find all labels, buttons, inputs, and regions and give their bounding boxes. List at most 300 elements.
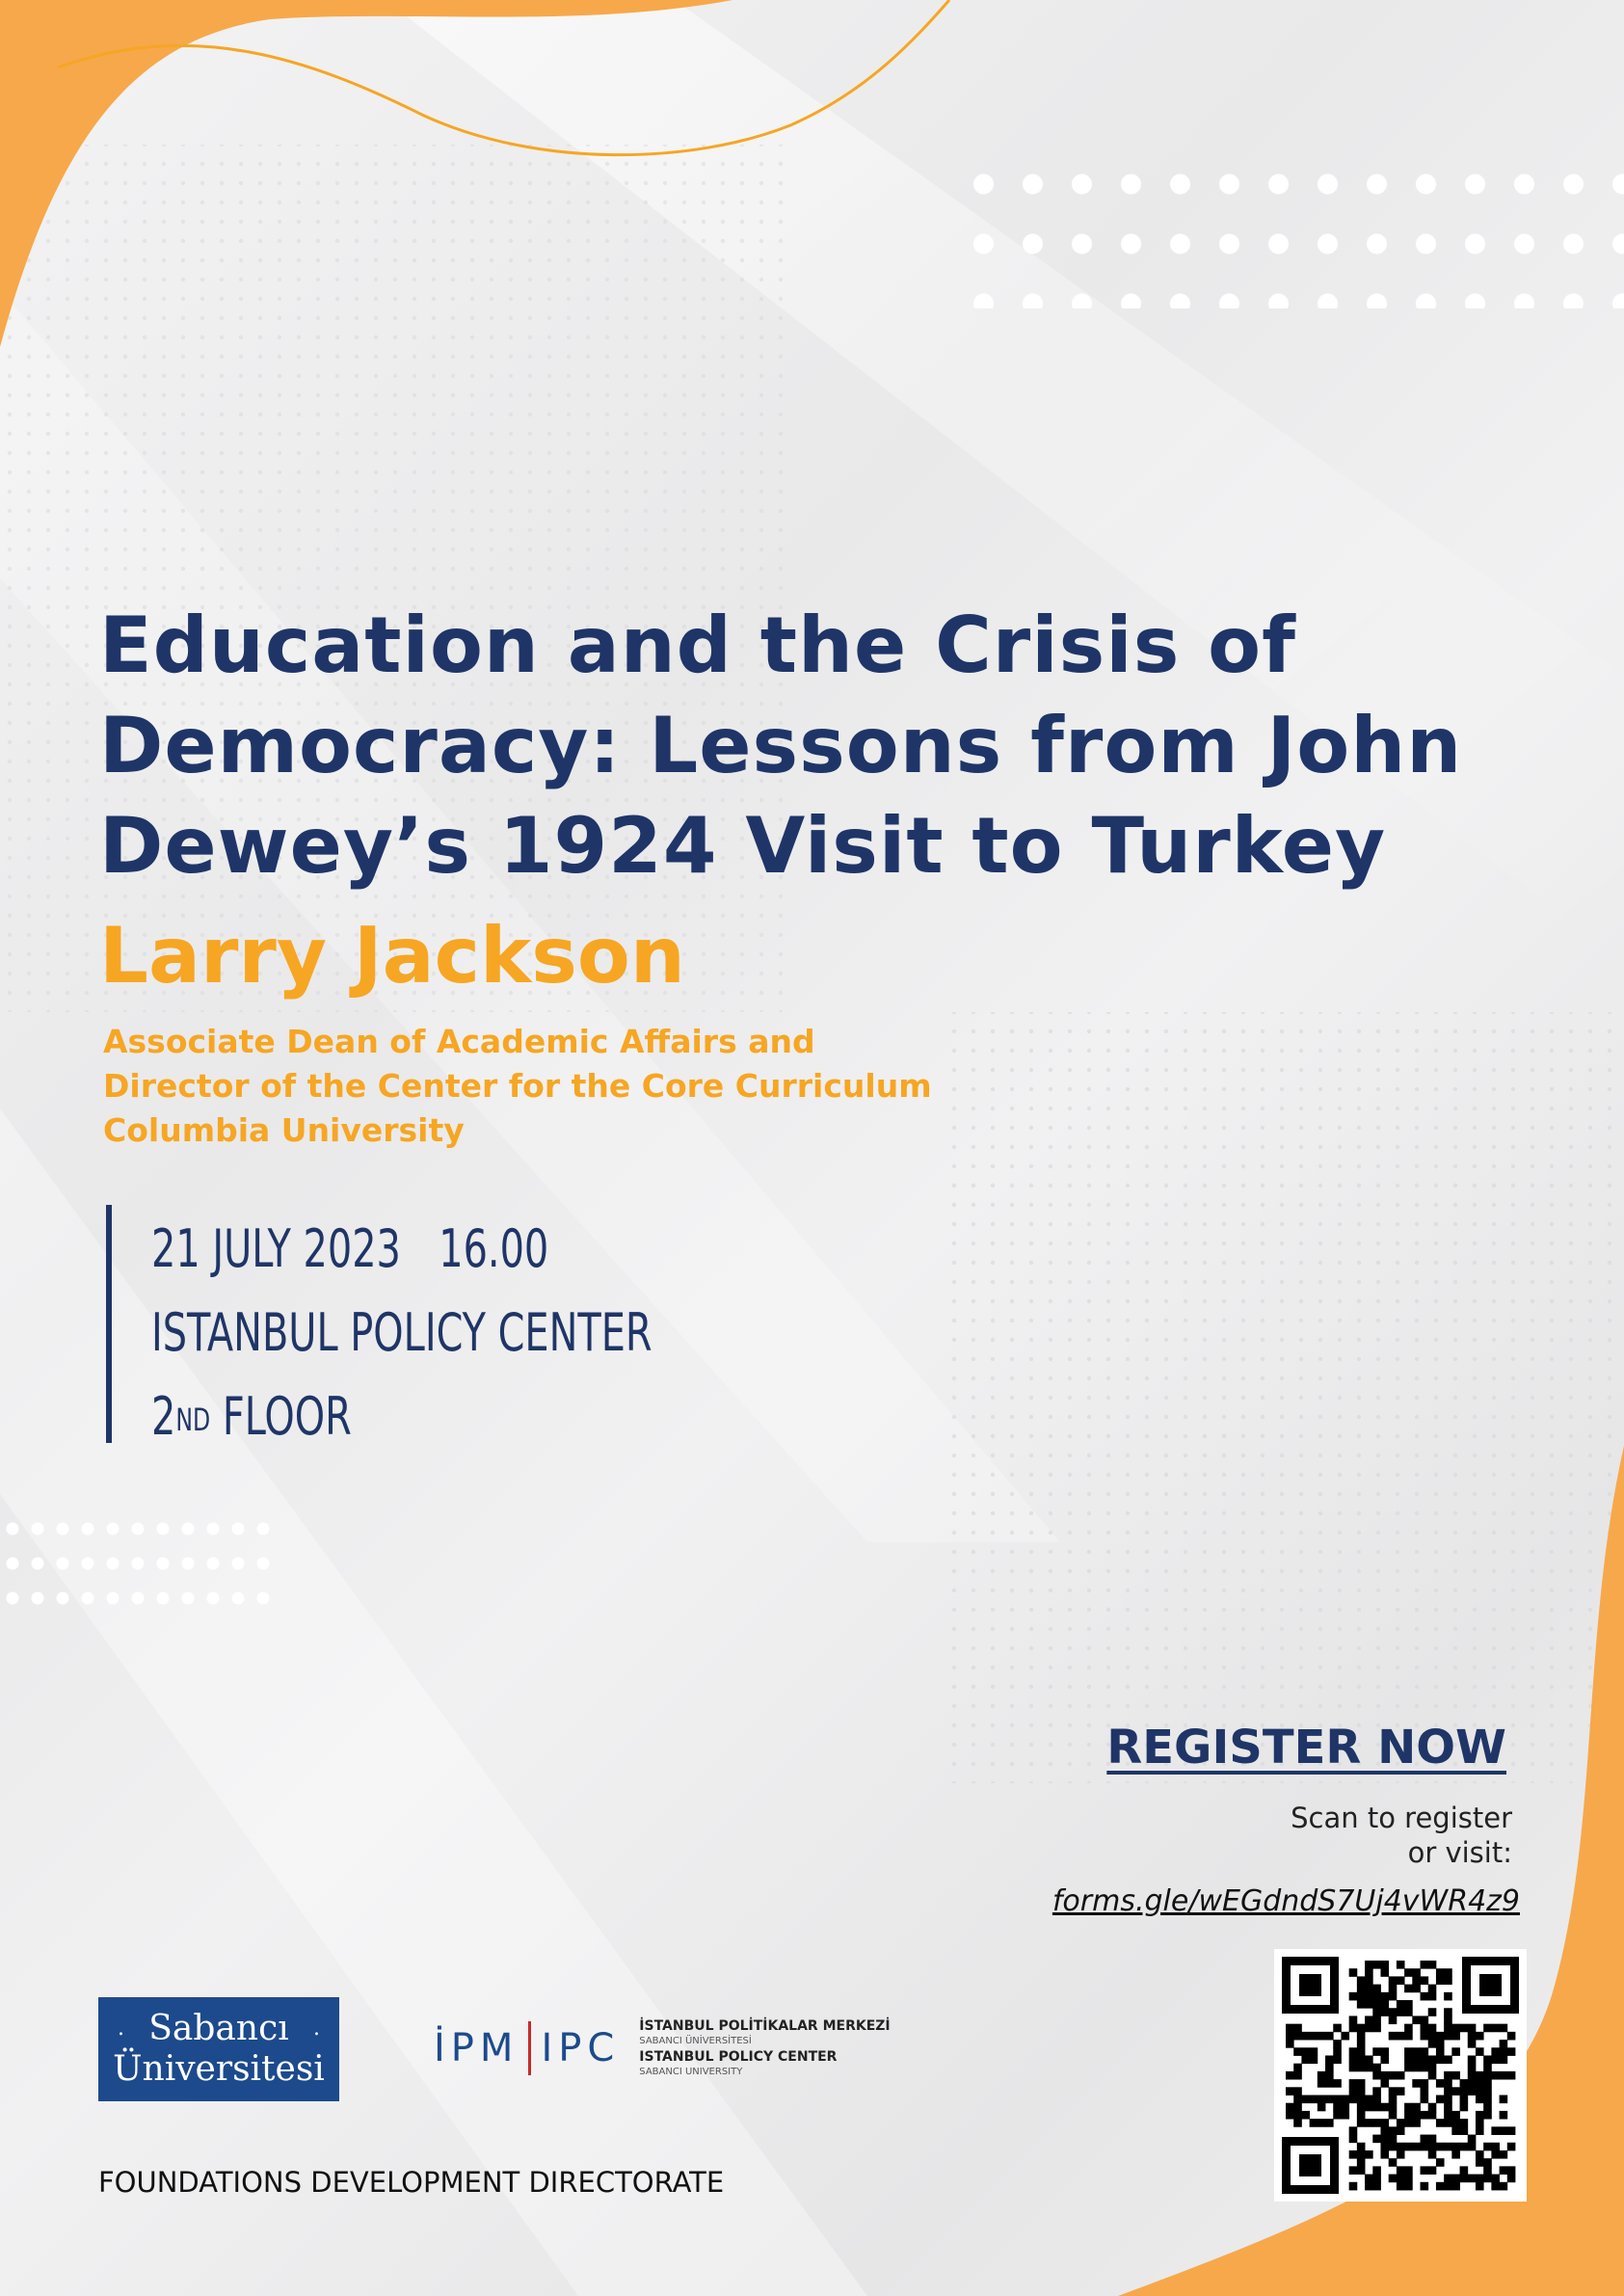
title-line: Dewey’s 1924 Visit to Turkey: [99, 801, 1387, 891]
qr-module: [1365, 2175, 1373, 2183]
qr-module: [1333, 2055, 1342, 2064]
qr-module: [1293, 2087, 1302, 2096]
qr-module: [1349, 2064, 1358, 2072]
qr-module: [1397, 2071, 1405, 2080]
qr-module: [1372, 2135, 1381, 2144]
qr-module: [1476, 2111, 1484, 2120]
qr-module: [1365, 1985, 1373, 1993]
qr-module: [1380, 2008, 1389, 2016]
title-line: Democracy: Lessons from John: [99, 701, 1463, 790]
qr-module: [1404, 2008, 1413, 2016]
qr-module: [1404, 1968, 1413, 1977]
qr-module: [1436, 2143, 1445, 2151]
qr-module: [1389, 2111, 1398, 2120]
qr-module: [1357, 2079, 1366, 2088]
qr-module: [1365, 1976, 1373, 1985]
qr-module: [1421, 2032, 1429, 2041]
event-details-bar: [106, 1205, 112, 1443]
qr-module: [1421, 2016, 1429, 2024]
qr-module: [1372, 2016, 1381, 2024]
qr-module: [1389, 2096, 1398, 2104]
qr-module: [1404, 2000, 1413, 2009]
qr-module: [1389, 2008, 1398, 2016]
qr-module: [1397, 2150, 1405, 2159]
qr-module: [1293, 2119, 1302, 2127]
qr-module: [1404, 2175, 1413, 2183]
qr-module: [1451, 2087, 1460, 2096]
qr-module: [1293, 2096, 1302, 2104]
qr-module: [1357, 2055, 1366, 2064]
speaker-name: Larry Jackson: [99, 911, 685, 1001]
qr-module: [1357, 2103, 1366, 2112]
qr-module: [1507, 2175, 1516, 2183]
qr-module: [1491, 2055, 1500, 2064]
qr-module: [1357, 2166, 1366, 2175]
qr-module: [1389, 2032, 1398, 2041]
qr-module: [1500, 2047, 1508, 2056]
qr-module: [1421, 1976, 1429, 1985]
qr-module: [1428, 2024, 1437, 2033]
qr-module: [1483, 2143, 1492, 2151]
qr-module: [1491, 2071, 1500, 2080]
qr-module: [1444, 2024, 1452, 2033]
qr-module: [1491, 2024, 1500, 2033]
qr-module: [1436, 2096, 1445, 2104]
qr-module: [1286, 2032, 1294, 2041]
qr-module: [1389, 2135, 1398, 2144]
qr-module: [1286, 2087, 1294, 2096]
qr-module: [1468, 2079, 1477, 2088]
qr-module: [1507, 2047, 1516, 2056]
qr-module: [1357, 1985, 1366, 1993]
qr-module: [1476, 2079, 1484, 2088]
qr-module: [1451, 2126, 1460, 2135]
sabanci-logo-line: Üniversitesi: [113, 2049, 325, 2089]
qr-module: [1428, 2071, 1437, 2080]
qr-module: [1357, 2150, 1366, 2159]
qr-module: [1333, 2024, 1342, 2033]
qr-module: [1357, 2047, 1366, 2056]
qr-module: [1325, 2096, 1334, 2104]
qr-module: [1412, 2079, 1421, 2088]
sabanci-logo-line: Sabancı: [148, 2009, 289, 2048]
qr-module: [1404, 2119, 1413, 2127]
qr-module: [1286, 2024, 1294, 2033]
qr-module: [1293, 2103, 1302, 2112]
qr-module: [1357, 1976, 1366, 1985]
qr-module: [1412, 2047, 1421, 2056]
ipc-name-tr: İSTANBUL POLİTİKALAR MERKEZİ: [639, 2018, 891, 2034]
qr-module: [1428, 2008, 1437, 2016]
qr-module: [1428, 2135, 1437, 2144]
qr-module: [1412, 1976, 1421, 1985]
qr-module: [1436, 2119, 1445, 2127]
qr-module: [1404, 2032, 1413, 2041]
qr-module: [1365, 2016, 1373, 2024]
qr-module: [1428, 2166, 1437, 2175]
qr-module: [1357, 2158, 1366, 2167]
qr-module: [1357, 1992, 1366, 2001]
register-note-line: or visit:: [1407, 1836, 1512, 1869]
qr-module: [1428, 2040, 1437, 2048]
qr-module: [1476, 2032, 1484, 2041]
qr-module: [1365, 2103, 1373, 2112]
qr-module: [1507, 2071, 1516, 2080]
registration-link[interactable]: forms.gle/wEGdndS7Uj4vWR4z9: [1052, 1884, 1520, 1918]
qr-module: [1404, 2143, 1413, 2151]
qr-module: [1372, 2119, 1381, 2127]
qr-module: [1365, 2096, 1373, 2104]
qr-module: [1389, 2087, 1398, 2096]
qr-module: [1460, 2175, 1469, 2183]
qr-module: [1310, 2055, 1318, 2064]
qr-module: [1444, 2016, 1452, 2024]
qr-module: [1444, 2119, 1452, 2127]
qr-module: [1436, 2158, 1445, 2167]
qr-module: [1500, 2024, 1508, 2033]
qr-module: [1460, 2079, 1469, 2088]
qr-module: [1451, 2182, 1460, 2191]
qr-module: [1476, 2071, 1484, 2080]
qr-module: [1451, 2111, 1460, 2120]
qr-module: [1357, 2119, 1366, 2127]
qr-module: [1397, 2126, 1405, 2135]
qr-module: [1293, 2071, 1302, 2080]
qr-module: [1500, 2055, 1508, 2064]
ipc-sub-en: SABANCI UNIVERSITY: [639, 2067, 743, 2077]
qr-module: [1421, 2096, 1429, 2104]
qr-module: [1397, 2000, 1405, 2009]
qr-module: [1491, 2150, 1500, 2159]
qr-module: [1380, 2119, 1389, 2127]
qr-module: [1397, 2087, 1405, 2096]
qr-module: [1389, 1985, 1398, 1993]
register-instructions: [1291, 1801, 1512, 1870]
affiliation-line: Columbia University: [103, 1111, 465, 1149]
qr-module: [1412, 1968, 1421, 1977]
qr-module: [1318, 2032, 1326, 2041]
qr-module: [1372, 2175, 1381, 2183]
qr-module: [1404, 2047, 1413, 2056]
event-floor: [151, 1375, 652, 1458]
qr-module: [1397, 2175, 1405, 2183]
qr-module: [1365, 2000, 1373, 2009]
qr-module: [1380, 1968, 1389, 1977]
qr-module: [1491, 2143, 1500, 2151]
qr-module: [1460, 2126, 1469, 2135]
qr-module: [1476, 2182, 1484, 2191]
qr-module: [1397, 2119, 1405, 2127]
qr-module: [1380, 2103, 1389, 2112]
qr-module: [1404, 2111, 1413, 2120]
qr-module: [1428, 2143, 1437, 2151]
qr-module: [1404, 2182, 1413, 2191]
qr-module: [1357, 2111, 1366, 2120]
qr-module: [1349, 2166, 1358, 2175]
qr-module: [1428, 2032, 1437, 2041]
qr-module: [1301, 2055, 1310, 2064]
qr-module: [1436, 1968, 1445, 1977]
qr-module: [1372, 1961, 1381, 1969]
qr-module: [1365, 2182, 1373, 2191]
event-date: 21 JULY 2023: [151, 1218, 401, 1279]
qr-module: [1507, 2126, 1516, 2135]
qr-module: [1365, 2150, 1373, 2159]
qr-module: [1301, 2111, 1310, 2120]
qr-module: [1476, 2150, 1484, 2159]
register-note-line: Scan to register: [1291, 1802, 1512, 1834]
qr-module: [1444, 2008, 1452, 2016]
qr-module: [1380, 2071, 1389, 2080]
event-details: [151, 1207, 652, 1458]
qr-module: [1428, 2064, 1437, 2072]
qr-module: [1389, 2071, 1398, 2080]
qr-module: [1491, 2175, 1500, 2183]
qr-module: [1460, 2119, 1469, 2127]
qr-module: [1397, 1961, 1405, 1969]
qr-module: [1404, 1985, 1413, 1993]
qr-module: [1404, 2166, 1413, 2175]
qr-module: [1460, 2143, 1469, 2151]
qr-module: [1286, 2103, 1294, 2112]
qr-module: [1421, 2087, 1429, 2096]
qr-module: [1444, 1976, 1452, 1985]
qr-module: [1301, 2047, 1310, 2056]
qr-module: [1483, 2064, 1492, 2072]
qr-module: [1333, 2047, 1342, 2056]
qr-module: [1444, 2182, 1452, 2191]
qr-module: [1476, 2119, 1484, 2127]
dot-grid-left: [0, 1511, 280, 1608]
qr-module: [1293, 2032, 1302, 2041]
qr-module: [1404, 2103, 1413, 2112]
qr-module: [1318, 2103, 1326, 2112]
event-title: [99, 596, 1526, 896]
qr-module: [1444, 2111, 1452, 2120]
qr-module: [1483, 2096, 1492, 2104]
qr-module: [1318, 2119, 1326, 2127]
qr-module: [1372, 2096, 1381, 2104]
qr-module: [1397, 2008, 1405, 2016]
qr-module: [1349, 1968, 1358, 1977]
qr-module: [1436, 2055, 1445, 2064]
qr-module: [1397, 2166, 1405, 2175]
qr-module: [1389, 2143, 1398, 2151]
qr-module: [1412, 2111, 1421, 2120]
qr-module: [1507, 2032, 1516, 2041]
qr-module: [1421, 2135, 1429, 2144]
qr-module: [1444, 2071, 1452, 2080]
qr-module: [1500, 2040, 1508, 2048]
qr-module: [1500, 2096, 1508, 2104]
qr-module: [1357, 2024, 1366, 2033]
qr-module: [1341, 2111, 1349, 2120]
qr-module: [1491, 2047, 1500, 2056]
qr-module: [1380, 2055, 1389, 2064]
ipc-wordmark: [434, 2021, 620, 2075]
qr-module: [1483, 2111, 1492, 2120]
qr-module: [1444, 2143, 1452, 2151]
affiliation-line: Director of the Center for the Core Curriculum: [103, 1067, 932, 1105]
title-line: Education and the Crisis of: [99, 601, 1296, 690]
qr-module: [1372, 1985, 1381, 1993]
qr-module: [1468, 2143, 1477, 2151]
qr-module: [1500, 2126, 1508, 2135]
qr-module: [1428, 2103, 1437, 2112]
qr-module: [1372, 1992, 1381, 2001]
qr-module: [1349, 2096, 1358, 2104]
qr-module: [1404, 2024, 1413, 2033]
logo-dot: .: [313, 2016, 320, 2041]
qr-module: [1389, 2126, 1398, 2135]
qr-module: [1318, 2071, 1326, 2080]
qr-module: [1436, 2182, 1445, 2191]
qr-module: [1293, 2047, 1302, 2056]
qr-module: [1500, 2166, 1508, 2175]
qr-module: [1372, 2182, 1381, 2191]
qr-module: [1444, 2096, 1452, 2104]
qr-module: [1325, 2071, 1334, 2080]
qr-module: [1310, 2096, 1318, 2104]
qr-module: [1460, 2024, 1469, 2033]
logo-dot: .: [118, 2016, 124, 2041]
qr-module: [1341, 2096, 1349, 2104]
speaker-affiliation: [103, 1020, 932, 1153]
qr-module: [1349, 2135, 1358, 2144]
qr-module: [1483, 2055, 1492, 2064]
qr-module: [1500, 2182, 1508, 2191]
qr-module: [1451, 2150, 1460, 2159]
qr-module: [1365, 2024, 1373, 2033]
qr-module: [1325, 2064, 1334, 2072]
qr-module: [1301, 2096, 1310, 2104]
qr-module: [1421, 2024, 1429, 2033]
qr-module: [1476, 2158, 1484, 2167]
qr-module: [1468, 2071, 1477, 2080]
qr-module: [1365, 1961, 1373, 1969]
qr-module: [1286, 2111, 1294, 2120]
qr-module: [1389, 2175, 1398, 2183]
qr-module: [1444, 2087, 1452, 2096]
qr-module: [1310, 2032, 1318, 2041]
qr-module: [1428, 1992, 1437, 2001]
qr-module: [1444, 1968, 1452, 1977]
qr-module: [1412, 2055, 1421, 2064]
qr-module: [1301, 2032, 1310, 2041]
qr-module: [1325, 2055, 1334, 2064]
qr-module: [1507, 2143, 1516, 2151]
qr-module: [1404, 2055, 1413, 2064]
qr-module: [1451, 2143, 1460, 2151]
qr-module: [1460, 2103, 1469, 2112]
dot-grid-top-right: [959, 154, 1624, 308]
qr-module: [1468, 2032, 1477, 2041]
qr-module: [1421, 2055, 1429, 2064]
qr-module: [1444, 1992, 1452, 2001]
ipc-names: [639, 2017, 890, 2079]
qr-module: [1460, 2096, 1469, 2104]
qr-module: [1349, 2182, 1358, 2191]
qr-module: [1412, 1985, 1421, 1993]
qr-module: [1468, 2135, 1477, 2144]
qr-module: [1428, 2150, 1437, 2159]
ipc-sub-tr: SABANCI ÜNİVERSİTESİ: [639, 2036, 752, 2046]
qr-module: [1468, 2055, 1477, 2064]
qr-module: [1421, 2079, 1429, 2088]
qr-module: [1372, 2000, 1381, 2009]
qr-module: [1357, 2143, 1366, 2151]
qr-module: [1372, 2064, 1381, 2072]
qr-module: [1372, 2166, 1381, 2175]
qr-module: [1444, 2079, 1452, 2088]
qr-module: [1451, 2175, 1460, 2183]
qr-module: [1365, 2119, 1373, 2127]
qr-module: [1476, 2096, 1484, 2104]
qr-module: [1333, 2096, 1342, 2104]
qr-module: [1451, 2071, 1460, 2080]
qr-module: [1325, 2079, 1334, 2088]
qr-module: [1421, 1992, 1429, 2001]
qr-module: [1293, 2111, 1302, 2120]
qr-module: [1372, 2071, 1381, 2080]
qr-module: [1491, 2182, 1500, 2191]
qr-module: [1365, 2064, 1373, 2072]
qr-module: [1412, 2103, 1421, 2112]
event-datetime: [151, 1207, 652, 1291]
qr-module: [1500, 2071, 1508, 2080]
qr-module: [1333, 2111, 1342, 2120]
qr-module: [1421, 2111, 1429, 2120]
qr-module: [1389, 2158, 1398, 2167]
qr-module: [1421, 1961, 1429, 1969]
qr-module: [1341, 2103, 1349, 2112]
qr-module: [1293, 2064, 1302, 2072]
qr-module: [1428, 1985, 1437, 1993]
qr-module: [1483, 2071, 1492, 2080]
qr-module: [1286, 2040, 1294, 2048]
qr-module: [1397, 2182, 1405, 2191]
qr-module: [1380, 2135, 1389, 2144]
qr-module: [1412, 2016, 1421, 2024]
qr-module: [1357, 2032, 1366, 2041]
qr-module: [1483, 2087, 1492, 2096]
qr-module: [1349, 2024, 1358, 2033]
qr-module: [1310, 2047, 1318, 2056]
floor-suffix: ND: [175, 1402, 211, 1438]
qr-module: [1380, 2047, 1389, 2056]
qr-module: [1476, 2175, 1484, 2183]
event-time: 16.00: [439, 1218, 549, 1279]
qr-module: [1397, 2032, 1405, 2041]
qr-module: [1436, 1976, 1445, 1985]
qr-module: [1380, 2126, 1389, 2135]
register-now-heading[interactable]: REGISTER NOW: [1106, 1721, 1506, 1775]
qr-module: [1421, 2143, 1429, 2151]
qr-module: [1468, 2040, 1477, 2048]
qr-code-graphic: [1274, 1949, 1527, 2202]
qr-module: [1357, 2040, 1366, 2048]
qr-module: [1380, 1992, 1389, 2001]
qr-code-icon[interactable]: [1274, 1949, 1527, 2202]
qr-module: [1365, 1968, 1373, 1977]
event-venue: ISTANBUL POLICY CENTER: [151, 1302, 652, 1363]
qr-module: [1451, 2032, 1460, 2041]
qr-module: [1349, 2016, 1358, 2024]
qr-module: [1380, 2079, 1389, 2088]
qr-module: [1380, 1961, 1389, 1969]
qr-module: [1500, 2111, 1508, 2120]
qr-module: [1389, 2016, 1398, 2024]
